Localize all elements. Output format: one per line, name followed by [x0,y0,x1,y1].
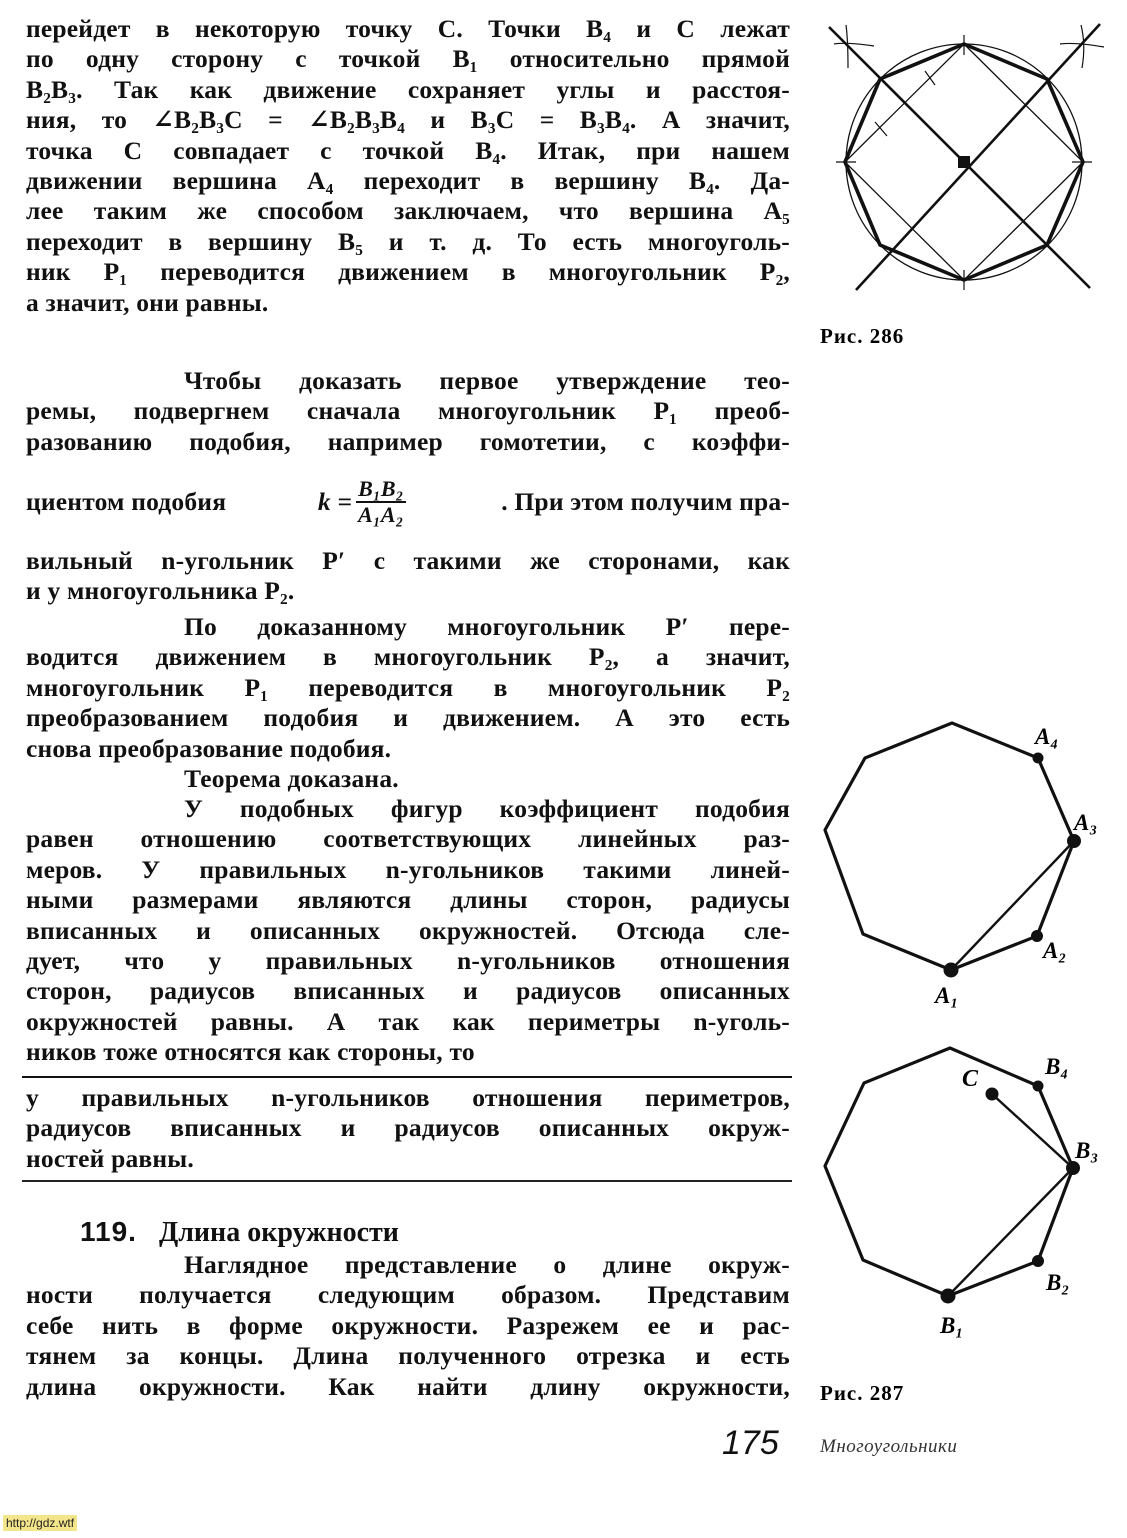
text-line: тянем за концы. Длина полученного отрезка и есть [26,1341,790,1371]
figure-287-lower [825,1048,1080,1303]
label-a2: A₂ [1043,938,1067,963]
text-line: B₂B₃. Так как движение сохраняет углы и расстоя- [26,74,790,104]
text-line: меров. У правильных n-угольников такими линей- [26,854,790,884]
text-line: по одну сторону с точкой B₁ относительно прямой [26,44,790,74]
text-line: а значит, они равны. [26,287,269,317]
text-line: перейдет в некоторую точку C. Точки B₄ и C лежат [26,14,790,43]
text-line: Наглядное представление о длине окруж- [184,1250,790,1279]
text-line: разованию подобия, например гомотетии, с коэффи- [26,426,790,456]
text-line: ния, то ∠B₂B₃C = ∠B₂B₃B₄ и B₃C = B₃B₄. А значит, [26,105,790,135]
formula-k: k = [317,487,353,516]
label-b4: B₄ [1045,1054,1069,1079]
statement-line: ностей равны. [26,1143,194,1173]
formula-suffix: . При этом получим пра- [501,487,790,516]
text-line: У подобных фигур коэффициент подобия [184,794,790,823]
vertex-b2 [1033,1256,1044,1267]
segment-b3c [992,1094,1073,1168]
text-line: вильный n-угольник P′ с такими же сторонами, как [26,546,790,575]
vertex-b1 [941,1289,955,1303]
label-b3: B₃ [1075,1138,1099,1163]
text-line: переходит в вершину B₅ и т. д. То есть многоуголь- [26,226,790,256]
label-a4: A₄ [1035,724,1059,749]
text-line: водится движением в многоугольник P₂, а значит, [26,642,790,672]
vertex-a2 [1032,931,1043,942]
label-b1: B₁ [940,1313,964,1338]
page-number: 175 [722,1424,779,1462]
running-title: Многоугольники [820,1436,958,1457]
text-line: длина окружности. Как найти длину окружности, [26,1371,790,1401]
figure-286 [829,24,1104,290]
label-a3: A₃ [1074,810,1098,835]
vertex-a3 [1068,835,1081,848]
text-line: движении вершина A₄ переходит в вершину B₄. Да- [26,165,790,195]
text-line: ников тоже относятся как стороны, то [26,1037,475,1067]
construction-arc [1081,25,1084,68]
text-line: сторон, радиусов вписанных и радиусов описанных [26,976,790,1006]
formula-prefix: циентом подобия [26,487,227,516]
text-line: точка C совпадает с точкой B₄. Итак, при нашем [26,135,790,165]
text-line: многоугольник P₁ переводится в многоугольник P₂ [26,672,790,702]
text-line: ремы, подвергнем сначала многоугольник P₁ преоб- [26,396,790,426]
section-title: Длина окружности [158,1217,399,1248]
text-line: снова преобразование подобия. [26,733,392,763]
theorem-proved: Теорема доказана. [184,763,399,793]
text-line: окружностей равны. А так как периметры n-уголь- [26,1006,790,1036]
text-line: лее таким же способом заключаем, что вершина A₅ [26,196,790,226]
vertex-a4 [1033,753,1043,763]
figure-286-caption: Рис. 286 [820,324,905,348]
text-line: вписанных и описанных окружностей. Отсюда сле- [26,915,790,945]
construction-arc [834,43,874,46]
statement-line: у правильных n-угольников отношения периметров, [26,1083,790,1112]
statement-line: радиусов вписанных и радиусов описанных окруж- [26,1113,790,1143]
tick-mark [925,71,935,85]
text-line: дует, что у правильных n-угольников отношения [26,945,790,975]
fraction-denominator: A₁A₂ [358,502,404,527]
text-line: преобразованием подобия и движением. А это есть [26,703,790,733]
text-line: и у многоугольника P₂. [26,576,295,606]
point-c [986,1088,998,1100]
center-point [958,156,970,168]
vertex-b4 [1033,1081,1043,1091]
text-line: По доказанному многоугольник P′ пере- [184,612,790,641]
label-b2: B₂ [1046,1270,1070,1295]
label-c: C [962,1066,979,1092]
tick-mark [875,122,887,136]
fraction-numerator: B₁B₂ [358,476,404,501]
vertex-b3 [1067,1162,1080,1175]
text-line: Чтобы доказать первое утверждение тео- [184,366,790,395]
label-a1: A₁ [935,983,959,1008]
vertex-a1 [944,963,958,977]
text-line: себе нить в форме окружности. Разрежем ее и рас- [26,1310,790,1340]
text-line: ник P₁ переводится движением в многоугольник P₂, [26,257,790,287]
text-line: ности получается следующим образом. Представим [26,1280,790,1310]
watermark-link[interactable]: http://gdz.wtf [3,1515,77,1531]
figure-287-caption: Рис. 287 [820,1381,905,1405]
text-line: ными размерами являются длины сторон, радиусы [26,885,790,915]
text-line: равен отношению соответствующих линейных раз- [26,824,790,854]
section-number: 119. [80,1216,137,1247]
